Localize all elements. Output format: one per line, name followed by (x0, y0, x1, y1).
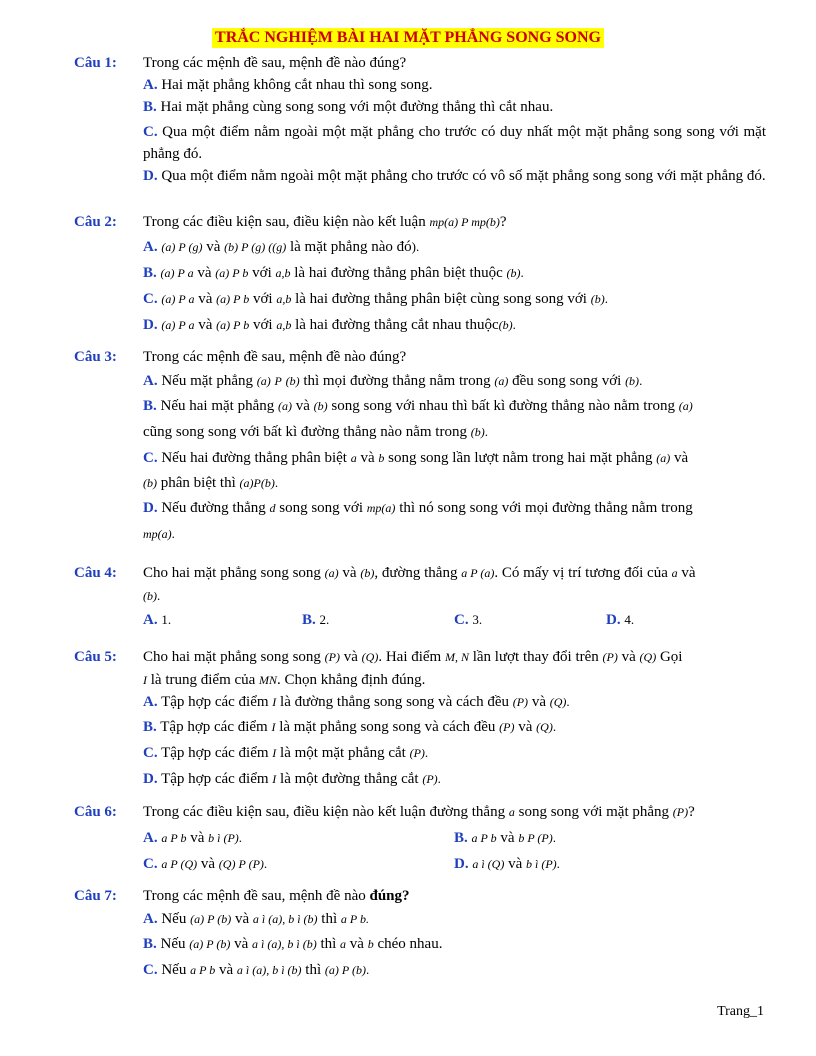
question-stem: Trong các điều kiện sau, điều kiện nào kết luận mp(a) P mp(b)? (143, 214, 507, 230)
question-stem: Trong các mệnh đề sau, mệnh đề nào đúng? (143, 349, 407, 365)
question-stem: Trong các mệnh đề sau, mệnh đề nào đúng? (143, 888, 410, 904)
page-title: TRẮC NGHIỆM BÀI HAI MẶT PHẲNG SONG SONG (212, 28, 604, 48)
option-text: Qua một điểm nằm ngoài một mặt phẳng cho trước có duy nhất một mặt phẳng song song với mặt phẳng đó. (143, 124, 766, 162)
option-c: C. 3. (454, 612, 483, 628)
option-b: B. Nếu hai mặt phẳng (a) và (b) song song với nhau thì bất kì đường thẳng nào nằm trong (a) (143, 398, 693, 414)
question-stem: Cho hai mặt phẳng song song (a) và (b), đường thẳng a P (a). Có mấy vị trí tương đối của a và (143, 565, 696, 581)
question-5-cont: I là trung điểm của MN. Chọn khẳng định đúng. (143, 672, 426, 688)
option-a: A. a P b và b ì (P). (143, 830, 243, 846)
question-1 (74, 55, 766, 72)
option-c: C. Nếu a P b và a ì (a), b ì (b) thì (a) P (b). (143, 962, 370, 978)
option-d: D. Tập hợp các điểm I là một đường thẳng cắt (P). (143, 771, 441, 787)
option-c: C. a P (Q) và (Q) P (P). (143, 856, 268, 872)
option-label: B. (143, 99, 157, 115)
option-a: A. Nếu mặt phẳng (a) P (b) thì mọi đường thẳng nằm trong (a) đều song song với (b). (143, 373, 643, 389)
question-stem: Trong các điều kiện sau, điều kiện nào kết luận đường thẳng a song song với mặt phẳng (P)? (143, 804, 695, 820)
question-number: Câu 3: (74, 349, 117, 365)
question-number: Câu 1: (74, 55, 117, 71)
question-5 (74, 649, 766, 666)
option-text: Hai mặt phẳng cùng song song với một đường thẳng thì cắt nhau. (160, 99, 554, 115)
option-d: D. a ì (Q) và b ì (P). (454, 856, 560, 872)
option-d (143, 165, 766, 187)
option-label: C. (143, 124, 158, 140)
option-label: D. (143, 168, 158, 184)
question-3 (74, 349, 766, 366)
option-label: A. (143, 77, 158, 93)
question-number: Câu 7: (74, 888, 117, 904)
option-a: A. 1. (143, 612, 172, 628)
option-c (143, 121, 766, 165)
option-b: B. Tập hợp các điểm I là mặt phẳng song song và cách đều (P) và (Q). (143, 719, 557, 735)
question-number: Câu 5: (74, 649, 117, 665)
option-d: D. (a) P a và (a) P b với a,b là hai đường thẳng cắt nhau thuộc(b). (143, 317, 516, 333)
option-text: Hai mặt phẳng không cắt nhau thì song song. (161, 77, 433, 93)
option-b: B. Nếu (a) P (b) và a ì (a), b ì (b) thì a và b chéo nhau. (143, 936, 443, 952)
question-number: Câu 4: (74, 565, 117, 581)
option-b: B. 2. (302, 612, 330, 628)
page-number: Trang_1 (717, 1004, 764, 1019)
option-text: Qua một điểm nằm ngoài một mặt phẳng cho trước có vô số mặt phẳng song song với mặt phẳng đó. (161, 168, 766, 184)
option-a: A. (a) P (g) và (b) P (g) ((g) là mặt phẳng nào đó). (143, 239, 420, 255)
question-2 (74, 214, 766, 231)
question-7 (74, 888, 766, 905)
question-4-cont: (b). (143, 588, 161, 603)
option-c: C. (a) P a và (a) P b với a,b là hai đường thẳng phân biệt cùng song song với (b). (143, 291, 608, 307)
option-a (143, 77, 766, 94)
option-b: B. a P b và b P (P). (454, 830, 556, 846)
question-stem: Cho hai mặt phẳng song song (P) và (Q). Hai điểm M, N lần lượt thay đổi trên (P) và (Q) Gọi (143, 649, 683, 665)
option-c-cont: (b) phân biệt thì (a)P(b). (143, 475, 279, 491)
question-number: Câu 6: (74, 804, 117, 820)
option-a: A. Nếu (a) P (b) và a ì (a), b ì (b) thì a P b. (143, 911, 369, 927)
option-b: B. (a) P a và (a) P b với a,b là hai đường thẳng phân biệt thuộc (b). (143, 265, 524, 281)
option-c: C. Tập hợp các điểm I là một mặt phẳng cắt (P). (143, 745, 429, 761)
question-4 (74, 565, 766, 582)
option-b (143, 99, 766, 116)
option-d-cont: mp(a). (143, 526, 175, 541)
option-c: C. Nếu hai đường thẳng phân biệt a và b song song lần lượt nằm trong hai mặt phẳng (a) và (143, 450, 689, 466)
question-stem: Trong các mệnh đề sau, mệnh đề nào đúng? (143, 55, 407, 71)
question-6 (74, 804, 766, 821)
option-a: A. Tập hợp các điểm I là đường thẳng song song và cách đều (P) và (Q). (143, 694, 570, 710)
option-d: D. 4. (606, 612, 635, 628)
title-wrap (0, 28, 816, 48)
option-b-cont: cũng song song với bất kì đường thẳng nào nằm trong (b). (143, 424, 488, 440)
question-number: Câu 2: (74, 214, 117, 230)
option-d: D. Nếu đường thẳng d song song với mp(a) thì nó song song với mọi đường thẳng nằm trong (143, 500, 693, 516)
